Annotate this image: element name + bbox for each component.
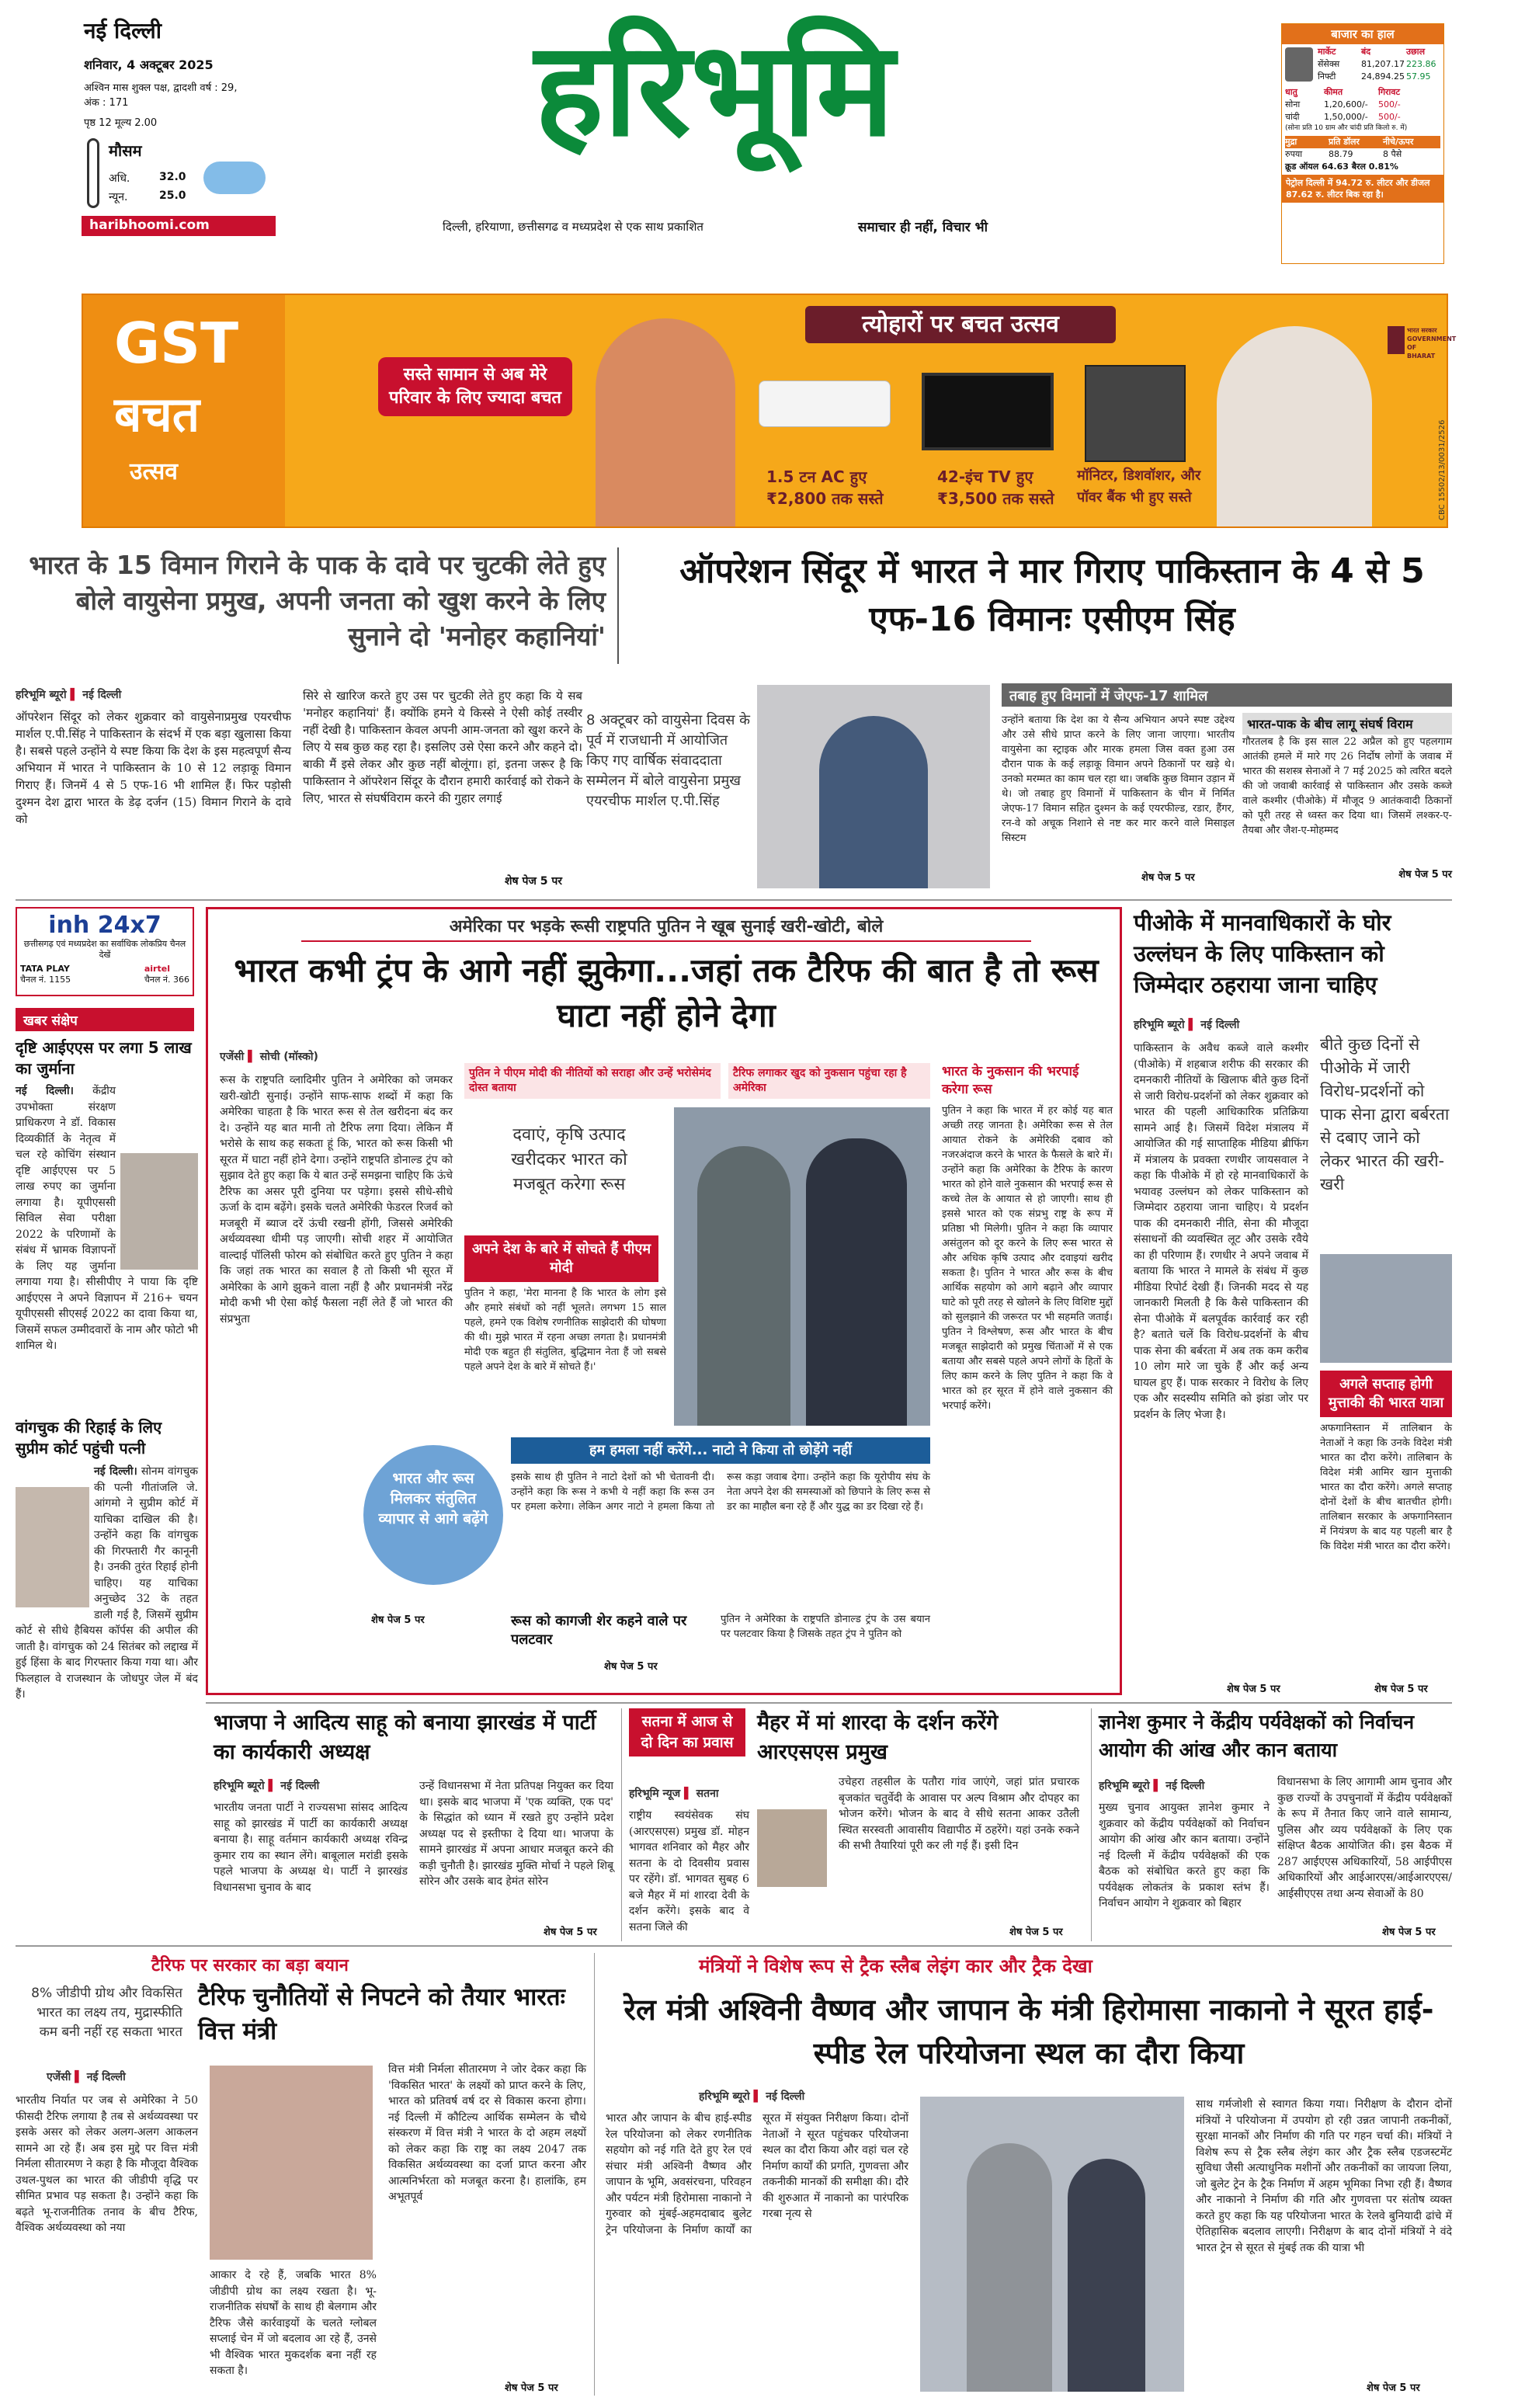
rss-continue[interactable]: शेष पेज 5 पर <box>1009 1927 1063 1938</box>
inh-logo: inh 24x7 <box>48 912 162 939</box>
tariff-col1: भारतीय निर्यात पर जब से अमेरिका ने 50 फीसदी टैरिफ लगाया है तब से अर्थव्यवस्था पर इसके असर को लेकर अलग-अलग आकलन सामने आ रहे हैं। अब इस मुद्दे पर वित्त मंत्री निर्मला सीतारमण ने कहा है कि मौजूदा वैश्विक उथल-पुथल का भारत की जीडीपी वृद्धि पर सीमित प्रभाव पड़ सकता है। उन्होंने कहा कि बढ़ते भू-राजनीतिक तनाव के बीच टैरिफ, वैश्विक अर्थव्यवस्था को नया <box>16 2094 198 2234</box>
byline-place: नई दिल्ली <box>82 689 122 701</box>
minister-figure <box>1068 2159 1145 2392</box>
tariff-quote: 8% जीडीपी ग्रोथ और विकसित भारत का लक्ष्य तय, मुद्रास्फीति कम बनी नहीं रह सकता भारत <box>31 1986 182 2040</box>
ad-banner: त्योहारों पर बचत उत्सव <box>805 306 1116 343</box>
byline-place: नई दिल्ली <box>1200 1019 1240 1031</box>
tariff-kicker: टैरिफ पर सरकार का बड़ा बयान <box>151 1956 349 1975</box>
ad-code: CBC 15502/13/0031/2526 <box>1438 419 1447 520</box>
metal-header: धातु <box>1285 87 1297 97</box>
stock-header-close: बंद <box>1361 47 1371 57</box>
ec-continue[interactable]: शेष पेज 5 पर <box>1382 1927 1436 1938</box>
ad-gst-block <box>83 295 285 526</box>
metal-price: 1,20,600/- <box>1324 99 1368 109</box>
weather-max-label: अधि. <box>109 172 130 185</box>
muttaqi-text: अफगानिस्तान में तालिबान के नेताओं ने कहा कि उनके विदेश मंत्री भारत का दौरा करेंगे। तालिबान के विदेश मंत्री आमिर खान मुत्ताकी भारत का दौरा करेंगे। अगले सप्ताह दोनों देशों के बीच बातचीत होगी। तालिबान सरकार के अफगानिस्तान में नियंत्रण के बाद यह पहली बार है कि विदेश मंत्री भारत का दौरा करेंगे। <box>1320 1423 1452 1552</box>
market-box <box>1281 23 1444 264</box>
divider <box>16 899 1452 901</box>
rail-kicker: मंत्रियों ने विशेष रूप से ट्रैक स्लैब लेइंग कार और ट्रैक देखा <box>699 1955 1092 1977</box>
weather-max: 32.0 <box>159 171 186 183</box>
story1-col1: ऑपरेशन सिंदूर को लेकर शुक्रवार को वायुसेनाप्रमुख एयरचीफ मार्शल ए.पी.सिंह ने पाकिस्तान के संदर्भ में एक बड़ा खुलासा किया है। सबसे पहले उन्होंने ये स्पष्ट किया कि देश के इस महत्वपूर्ण सैन्य अभियान में भारत ने पाकिस्तान के 10 से 12 लड़ाकू विमान गिराए हैं। जिनमें 4 से 5 एफ-16 भी शामिल हैं। फिर पड़ोसी दुश्मन देश द्वारा भारत के डेढ़ दर्जन (15) विमान गिराने के दावे को <box>16 710 291 826</box>
brief-photo2 <box>16 1487 89 1607</box>
masthead-date: शनिवार, 4 अक्टूबर 2025 <box>84 57 214 72</box>
brief-h1[interactable]: दृष्टि आईएएस पर लगा 5 लाख का जुर्माना <box>16 1038 192 1078</box>
metal-price: 1,50,000/- <box>1324 112 1368 122</box>
brief-t2 <box>16 1464 198 1701</box>
putin-sub1: अपने देश के बारे में सोचते हैं पीएम मोदी <box>464 1235 658 1282</box>
lead-headline[interactable]: ऑपरेशन सिंदूर में भारत ने मार गिराए पाकिस्तान के 4 से 5 एफ-16 विमानः एसीएम सिंह <box>679 551 1425 639</box>
pok-text: पाकिस्तान के अवैध कब्जे वाले कश्मीर (पीओके) में शहबाज शरीफ की सरकार की दमनकारी नीतियों के खिलाफ बीते कुछ दिनों से जारी विरोध-प्रदर्शनों को लेकर शुक्रवार को भारत की पहली आधिकारिक प्रतिक्रिया सामने आई है। जिसमें विदेश मंत्रालय में आयोजित की गई साप्ताहिक मीडिया ब्रीफिंग में मंत्रालय के प्रवक्ता रणधीर जायसवाल ने कहा कि पीओके में हो रहे मानवाधिकारों के भयावह उल्लंघन को लेकर पाकिस्तान को जिम्मेदार ठहराया जाना चाहिए। ये प्रदर्शन पाक की दमनकारी नीति, सेना की मौजूदा संसाधनों की व्यवस्थित लूट और उसके रवैये का ही परिणाम हैं। रणधीर ने अपने जवाब में बताया कि भारत ने मामले के संबंध में कुछ मीडिया रिपोर्ट देखी हैं। जिनकी मदद से यह जानकारी मिलती है कि कैसे पाकिस्तान की सेना पीओके में बलपूर्वक कार्रवाई कर रही है? बताते चलें कि विरोध-प्रदर्शनों के बीच पाक सेना की बर्बरता में अब तक कम करीब 10 लोग मारे जा चुके हैं और कई अन्य घायल हुए हैं। पाक सरकार ने विरोध के लिए एक और सदस्यीय समिति को झंडा जोर पर प्रदर्शन के लिए भेजा है। <box>1134 1042 1308 1421</box>
lead-box <box>1002 683 1452 889</box>
tv-icon <box>922 373 1054 450</box>
lead-box-text: उन्होंने बताया कि देश का ये सैन्य अभियान अपने स्पष्ट उद्देश्य और उसे सीधे प्राप्त करने के लिए जाना जाएगा। भारतीय वायुसेना का स्ट्राइक और मारक हमला जिस वक्त हुआ उस दौरान पाक के कई लड़ाकू विमान अपने ठिकानों पर खड़े थे। उनको मरम्मत का काम चल रहा था। जबकि कुछ विमान उड़ान में थे। जो तबाह हुए विमानों में पाकिस्तान के चीन में निर्मित जेएफ-17 विमान सहित दुश्मन के कई एयरफील्ड, रडार, हैंगर, रन-वे को अचूक निशाने से नष्ट कर मार करने वाले मिसाइल सिस्टम <box>1002 714 1235 844</box>
tariff-photo <box>210 2066 373 2260</box>
masthead <box>0 0 1518 268</box>
putin-circle: भारत और रूस मिलकर संतुलित व्यापार से आगे बढ़ेंगे <box>363 1445 503 1585</box>
lead-side-text: गौरतलब है कि इस साल 22 अप्रैल को हुए पहलगाम आतंकी हमले में मारे गए 26 निर्दोष लोगों के जवाब में भारत की सशस्त्र सेनाओं ने 7 मई 2025 को त्वरित बदले की जो जवाबी कार्रवाई से पाकिस्तान और उसके कब्जे वाले कश्मीर (पीओके) में मौजूद 9 आतंकवादी ठिकानों को पूरी तरह से ध्वस्त कर दिया था। जिसमें लश्कर-ए-तैयबा और जैश-ए-मोहम्मद <box>1242 736 1452 836</box>
divider <box>16 1945 1452 1947</box>
metal-note: (सोना प्रति 10 ग्राम और चांदी प्रति किलो रु. में) <box>1285 124 1408 132</box>
putin-pill1: पुतिन ने पीएम मोदी की नीतियों को सराहा और उन्हें भरोसेमंद दोस्त बताया <box>464 1063 721 1099</box>
ad-gst: GST <box>114 311 239 376</box>
brief-t2-text: सोनम वांगचुक की पत्नी गीतांजलि जे. आंगमो ने सुप्रीम कोर्ट में याचिका दाखिल की है। उन्होंने कहा कि वांगचुक की गिरफ्तारी गैर कानूनी है। उनकी तुरंत रिहाई होनी चाहिए। यह याचिका अनुच्छेद 32 के तहत डाली गई है, जिसमें सुप्रीम कोर्ट से सीधे हैबियस कॉर्पस की अपील की जाती है। वांगचुक को 24 सितंबर को लद्दाख में हुई हिंसा के बाद गिरफ्तार किया गया था। और फिलहाल वे राजस्थान के जोधपुर जेल में बंद हैं। <box>16 1465 198 1701</box>
byline-place: सतना <box>696 1788 719 1800</box>
stock-change: 223.86 <box>1406 59 1436 69</box>
divider <box>617 547 619 664</box>
ac-icon <box>759 380 891 427</box>
inh-ad[interactable] <box>16 907 194 996</box>
minister-figure <box>967 2143 1052 2392</box>
tariff-headline[interactable]: टैरिफ चुनौतियों से निपटने को तैयार भारतः वित्त मंत्री <box>198 1983 565 2045</box>
currency-header: नीचे/ऊपर <box>1383 137 1414 147</box>
muttaqi-photo <box>1320 1254 1452 1363</box>
rss-headline[interactable]: मैहर में मां शारदा के दर्शन करेंगे आरएसएस प्रमुख <box>757 1711 999 1764</box>
market-title: बाजार का हाल <box>1282 24 1443 44</box>
putin-box <box>206 907 1122 1695</box>
bjp-continue[interactable]: शेष पेज 5 पर <box>544 1927 597 1938</box>
ad-quote: सस्ते सामान से अब मेरे परिवार के लिए ज्यादा बचत <box>378 357 572 416</box>
byline-place: नई दिल्ली <box>1165 1780 1205 1792</box>
rail-headline[interactable]: रेल मंत्री अश्विनी वैष्णव और जापान के मंत्री हिरोमासा नाकानो ने सूरत हाई-स्पीड रेल परियोजना स्थल का दौरा किया <box>624 1993 1434 2070</box>
stock-name: सेंसेक्स <box>1318 59 1340 69</box>
brief-h2[interactable]: वांगचुक की रिहाई के लिए सुप्रीम कोर्ट पहुंची पत्नी <box>16 1418 162 1458</box>
ad-item2-name: 42-इंच TV हुए <box>937 467 1033 486</box>
tariff-byline: एजेंसी ▌ नई दिल्ली <box>47 2071 126 2083</box>
currency-header: प्रति डॉलर <box>1329 137 1360 147</box>
putin-strip-text: इसके साथ ही पुतिन ने नाटो देशों को भी चेतावनी दी। उन्होंने कहा कि रूस ने कभी ये नहीं कहा कि रूस उन पर हमला करेगा। लेकिन अगर नाटो ने हमला किया तो रूस कड़ा जवाब देगा। उन्होंने कहा कि यूरोपीय संघ के नेता अपने देश की समस्याओं को छिपाने के लिए रूस से डर का माहौल बना रहे हैं और युद्ध का डर दिखा रहे हैं। <box>511 1472 930 1513</box>
putin-box-text-body: पुतिन ने अमेरिका के राष्ट्रपति डोनाल्ड ट्रंप के उस बयान पर पलटवार किया है जिसके तहत ट्रंप ने पुतिन को <box>721 1614 930 1640</box>
tariff-continue[interactable]: शेष पेज 5 पर <box>505 2382 558 2394</box>
story1-col2-text: सिरे से खारिज करते हुए उस पर चुटकी लेते हुए कहा कि ये सब 'मनोहर कहानियां' हैं। क्योंकि हमने ये किस्से ने ऐसी कोई तस्वीर नहीं देखी है। पाकिस्तान केवल अपनी आम-जनता को खुश करने के लिए ये सब कुछ कह रहा है। इसलिए उसे ऐसा करने और कहने दो। बाकी मैं इसे लेकर और कुछ नहीं बोलूंगा। हां, इतना जरूर है कि पाकिस्तान ने ऑपरेशन सिंदूर के दौरान हमारी कार्रवाई को रोकने के लिए, भारत से संघर्षविराम करने की गुहार लगाई <box>303 689 582 805</box>
lead-side <box>1242 713 1452 881</box>
byline-agency: हरिभूमि ब्यूरो <box>699 2090 750 2103</box>
lead-box-title: तबाह हुए विमानों में जेएफ-17 शामिल <box>1002 683 1452 707</box>
tariff-col2: आकार दे रहे हैं, जबकि भारत 8% जीडीपी ग्रोथ का लक्ष्य रखता है। भू-राजनीतिक संघर्षों के साथ ही बेलगाम और टैरिफ जैसे कार्रवाइयों के चलते ग्लोबल सप्लाई चेन में जो बदलाव आ रहे हैं, उनसे भी वैश्विक भारत मुकदर्शक बना नहीं रह सकता है। <box>210 2269 377 2377</box>
tata-play <box>20 964 71 985</box>
logo: हरिभूमि <box>534 13 894 165</box>
officer-figure <box>819 716 928 888</box>
story1-continue[interactable]: शेष पेज 5 पर <box>505 875 562 888</box>
lead-side-continue[interactable]: शेष पेज 5 पर <box>1398 869 1452 881</box>
putin-col1: रूस के राष्ट्रपति व्लादिमीर पुतिन ने अमेरिका को जमकर खरी-खोटी सुनाई। उन्होंने साफ-साफ शब्दों में कहा कि अमेरिका चाहता है कि भारत रूस से तेल खरीदना बंद कर दे। उन्होंने यह बात मानी तो टैरिफ लगा दिया। लेकिन मैं भरोसे के साथ कह सकता हूं कि, भारत को रूस किसी भी सूरत में घाटा नहीं होने देगा। उन्होंने राष्ट्रपति डोनाल्ड ट्रंप को सुझाव देते हुए कहा कि ये बात उन्हें समझना चाहिए कि ऊंचे टैरिफ का असर पूरी दुनिया पर पड़ेगा। इससे सीधे-सीधे ऊर्जा के दाम बढ़ेंगे। इसके चलते अमेरिकी फेडरल रिजर्व को मजबूरी में ब्याज दरें ऊंची रखनी होंगी, जिससे अमेरिकी अर्थव्यवस्था धीमी पड़ जाएगी। सोची शहर में आयोजित वाल्दाई पॉलिसी फोरम को संबोधित करते हुए पुतिन ने कहा कि जहां तक भारत का सवाल है तो किसी भी सूरत में अमेरिका के आगे झुकने वाला नहीं है और प्रधानमंत्री नरेंद्र मोदी कभी भी ऐसा कोई फैसला नहीं लेते हैं जो भारत की संप्रभुता <box>220 1074 453 1326</box>
story1-headline[interactable]: भारत के 15 विमान गिराने के पाक के दावे पर चुटकी लेते हुए बोले वायुसेना प्रमुख, अपनी जनता को खुश करने के लिए सुनाने दो 'मनोहर कहानियां' <box>29 550 606 652</box>
putin-photo <box>674 1107 930 1426</box>
metal-change: 500/- <box>1378 99 1401 109</box>
muttaqi-continue[interactable]: शेष पेज 5 पर <box>1374 1684 1428 1695</box>
tata-label: TATA PLAY <box>20 964 70 974</box>
masthead-city: नई दिल्ली <box>84 18 162 43</box>
pok-headline[interactable]: पीओके में मानवाधिकारों के घोर उल्लंघन के लिए पाकिस्तान को जिम्मेदार ठहराया जाना चाहिए <box>1134 909 1391 998</box>
thermometer-icon <box>87 138 99 208</box>
stock-name: निफ्टी <box>1318 71 1336 82</box>
putin-byline: एजेंसी ▌ सोची (मॉस्को) <box>220 1051 318 1063</box>
cloud-icon <box>203 162 266 194</box>
byline-agency: हरिभूमि ब्यूरो <box>1099 1780 1150 1792</box>
logo-subtitle: दिल्ली, हरियाणा, छत्तीसगढ व मध्यप्रदेश से एक साथ प्रकाशित <box>443 220 703 234</box>
bjp-headline[interactable]: भाजपा ने आदित्य साहू को बनाया झारखंड में पार्टी का कार्यकारी अध्यक्ष <box>214 1711 596 1764</box>
byline-agency: हरिभूमि ब्यूरो <box>1134 1019 1185 1031</box>
ad-item3-name: मॉनिटर, डिशवॉशर, और <box>1077 467 1201 484</box>
brief-t1-text: केंद्रीय उपभोक्ता संरक्षण प्राधिकरण ने डॉ. विकास दिव्यकीर्ति के नेतृत्व में चल रहे कोचिंग संस्थान दृष्टि आईएएस पर 5 लाख रुपए का जुर्माना लगाया है। यूपीएससी सिविल सेवा परीक्षा 2022 के परिणामों के संबंध में भ्रामक विज्ञापनों के लिए यह जुर्माना लगाया गया है। सीसीपीए ने पाया कि दृष्टि आईएएस ने अपने विज्ञापन में 216+ चयन यूपीएससी सीएसई 2022 का दावा किया था, जिसमें सफल उम्मीदवारों के नाम और फोटो भी शामिल थे। <box>16 1085 198 1352</box>
dishwasher-icon <box>1085 365 1186 462</box>
airtel-label: airtel <box>144 964 170 974</box>
tariff-col3: वित्त मंत्री निर्मला सीतारमण ने जोर देकर कहा कि 'विकसित भारत' के लक्ष्यों को प्राप्त करने के लिए, भारत को प्रतिवर्ष वर्ष दर से विकास करना होगा। नई दिल्ली में कौटिल्य आर्थिक सम्मेलन के चौथे संस्करण में वित्त मंत्री ने भारत के दो अहम लक्ष्यों को लेकर कहा कि राष्ट्र का लक्ष्य 2047 तक विकसित अर्थव्यवस्था का दर्जा प्राप्त करना और आत्मनिर्भरता को मजबूत करना है। हालांकि, हम अभूतपूर्व <box>388 2063 586 2203</box>
story1-col2 <box>303 687 582 874</box>
putin-box-title: रूस को कागजी शेर कहने वाले पर पलटवार <box>511 1613 687 1648</box>
putin-box-continue[interactable]: शेष पेज 5 पर <box>604 1661 658 1673</box>
byline-agency: हरिभूमि ब्यूरो <box>214 1780 265 1792</box>
stock-header-change: उछाल <box>1406 47 1426 57</box>
ec-col2: विधानसभा के लिए आगामी आम चुनाव और कुछ राज्यों के उपचुनावों में केंद्रीय पर्यवेक्षकों के रूप में तैनात किए जाने वाले सामान्य, पुलिस और व्यय पर्यवेक्षकों के लिए एक संक्षिप्त बैठक आयोजित की। इस बैठक में 287 आईएएस अधिकारियों, 58 आईपीएस अधिकारियों और आईआरएस/आईआरएएस/आईसीएएस तथा अन्य सेवाओं के 80 <box>1277 1776 1452 1900</box>
ad-model-photo <box>596 318 735 526</box>
brief-title: खबर संक्षेप <box>16 1008 194 1031</box>
weather-label: मौसम <box>109 141 142 160</box>
metal-header: गिरावट <box>1378 87 1401 97</box>
rss-col1: राष्ट्रीय स्वयंसेवक संघ (आरएसएस) प्रमुख डॉ. मोहन भागवत शनिवार को मैहर और सतना के दो दिवसीय प्रवास पर रहेंगे। डॉ. भागवत सुबह 6 बजे मैहर में मां शारदा देवी के दर्शन करेंगे। इसके बाद वे सतना जिले की <box>629 1809 749 1934</box>
putin-sub1-text: पुतिन ने कहा, 'मेरा मानना है कि भारत के लोग इसे और हमारे संबंधों को नहीं भूलते। लगभग 15 साल पहले, हमने एक विशेष रणनीतिक साझेदारी की घोषणा की थी। मुझे भारत में रहना अच्छा लगता है। प्रधानमंत्री मोदी एक बहुत ही संतुलित, बुद्धिमान नेता हैं जो सबसे पहले अपने देश के बारे में सोचते हैं।' <box>464 1287 666 1373</box>
putin-box-text <box>721 1612 930 1682</box>
brief-t1 <box>16 1083 198 1409</box>
putin-pill2: टैरिफ लगाकर खुद को नुकसान पहुंचा रहा है अमेरिका <box>728 1063 930 1099</box>
putin-headline[interactable]: भारत कभी ट्रंप के आगे नहीं झुकेगा...जहां तक टैरिफ की बात है तो रूस घाटा नहीं होने देगा <box>234 951 1099 1034</box>
pok-quote: बीते कुछ दिनों से पीओके में जारी विरोध-प्रदर्शनों को पाक सेना द्वारा बर्बरता से दबाए जाने को लेकर भारत की खरी-खरी <box>1320 1035 1450 1194</box>
stock-close: 81,207.17 <box>1361 59 1405 69</box>
putin-quote: दवाएं, कृषि उत्पाद खरीदकर भारत को मजबूत करेगा रूस <box>511 1125 627 1194</box>
byline-agency: एजेंसी <box>220 1051 245 1063</box>
ad-item3-price: पॉवर बैंक भी हुए सस्ते <box>1077 489 1192 506</box>
divider <box>206 1702 1452 1704</box>
putin-right-title: भारत के नुकसान की भरपाई करेगा रूस <box>942 1064 1079 1097</box>
tata-channel: चैनल नं. 1155 <box>20 975 71 985</box>
putin-right-text: पुतिन ने कहा कि भारत में हर कोई यह बात अच्छी तरह जानता है। अमेरिका रूस से तेल आयात रोकने के अमेरिकी दबाव को नजरअंदाज करने के भारत के फैसले के बारे में। उन्होंने कहा कि अमेरिका के टैरिफ के कारण भारत को होने वाले नुकसान की भरपाई रूस से कच्चे तेल के आयात से हो जाएगी। साथ ही इससे भारत को एक संप्रभु राष्ट्र के रूप में प्रतिष्ठा भी मिलेगी। पुतिन ने कहा कि व्यापार असंतुलन को दूर करने के लिए रूस भारत से और अधिक कृषि उत्पाद और दवाइयां खरीद सकता है। पुतिन ने भारत और रूस के बीच आर्थिक सहयोग को आगे बढ़ाने और व्यापार घाटे को पूरी तरह से खोलने के लिए विशिष्ट मुद्दों को सुलझाने की जरूरत पर भी सहमति जताई। पुतिन ने विश्लेषण, रूस और भारत के बीच मजबूत साझेदारी को प्रमुख चिंताओं में से एक बताया और सबसे पहले अपने लोगों के हितों के लिए काम करने के लिए पुतिन ने कहा कि वे भारत को हर सूरत में होने वाले नुकसान की भरपाई करेंगे। <box>942 1105 1113 1412</box>
market-stocks <box>1282 44 1443 85</box>
bull-icon <box>1285 47 1313 82</box>
rail-continue[interactable]: शेष पेज 5 पर <box>1367 2382 1420 2394</box>
website[interactable]: haribhoomi.com <box>82 216 276 236</box>
crude-oil: क्रूड ऑयल 64.63 बैरल 0.81% <box>1285 162 1398 172</box>
byline-agency: हरिभूमि ब्यूरो <box>16 689 67 701</box>
airtel-channel: चैनल नं. 366 <box>144 975 189 985</box>
ad-gov-label: भारत सरकार GOVERNMENT OF BHARAT <box>1407 327 1457 360</box>
putin-figure <box>806 1138 907 1426</box>
byline-place: सोची (मॉस्को) <box>259 1051 318 1063</box>
ad-item2-price: ₹3,500 तक सस्ते <box>937 489 1054 508</box>
ec-col1: मुख्य चुनाव आयुक्त ज्ञानेश कुमार ने शुक्रवार को केंद्रीय पर्यवेक्षकों को निर्वाचन आयोग की आंख और कान बताया। उन्होंने नई दिल्ली में केंद्रीय पर्यवेक्षकों की एक बैठक को संबोधित करते हुए कहा कि पर्यवेक्षक लोकतंत्र के प्रकाश स्तंभ हैं। निर्वाचन आयोग ने शुक्रवार को बिहार <box>1099 1802 1270 1909</box>
lead-box-continue[interactable]: शेष पेज 5 पर <box>1141 872 1195 884</box>
stock-close: 24,894.25 <box>1361 71 1405 82</box>
bjp-byline: हरिभूमि ब्यूरो ▌ नई दिल्ली <box>214 1780 320 1792</box>
rss-byline: हरिभूमि न्यूज ▌ सतना <box>629 1788 719 1800</box>
modi-figure <box>697 1146 790 1426</box>
brief-photo1 <box>120 1153 198 1270</box>
rss-col2: उचेहरा तहसील के पतौरा गांव जाएंगे, जहां प्रांत प्रचारक बृजकांत चतुर्वेदी के आवास पर अल्प विश्राम और दोपहर का भोजन करेंगे। भोजन के बाद वे सीधे सतना आकर उतैली स्थित सरस्वती आवासीय विद्यापीठ में ठहरेंगे। यहां उनके रुकने की सभी तैयारियां पूरी कर ली गई हैं। इसी दिन <box>839 1776 1079 1852</box>
inh-text: छत्तीसगढ़ एवं मध्यप्रदेश का सर्वाधिक लोकप्रिय चैनल देखें <box>23 939 186 960</box>
weather-min: 25.0 <box>159 189 186 202</box>
ad-item1-name: 1.5 टन AC हुए <box>766 467 867 486</box>
currency-header: मुद्रा <box>1285 137 1297 147</box>
metal-change: 500/- <box>1378 112 1401 122</box>
byline-place: नई दिल्ली <box>766 2090 805 2103</box>
emblem-icon <box>1388 326 1405 354</box>
brief-dateline: नई दिल्ली। <box>94 1465 137 1478</box>
rail-col2: साथ गर्मजोशी से स्वागत किया गया। निरीक्षण के दौरान दोनों मंत्रियों ने परियोजना में उपयोग हो रही उन्नत जापानी तकनीकों, सुरक्षा मानकों और निर्माण की गति पर गहन चर्चा की। मंत्रियों ने विशेष रूप से ट्रैक स्लैब लेइंग कार और ट्रैक स्लैब एडजस्टमेंट सुविधा जैसी अत्याधुनिक मशीनों और तकनीकों का जायजा लिया, जो बुलेट ट्रेन के ट्रैक निर्माण में अहम भूमिका निभा रही हैं। वैष्णव और नाकानो ने निर्माण की गति और गुणवत्ता पर संतोष व्यक्त करते हुए कहा कि यह परियोजना भारत के रेलवे बुनियादी ढांचे में ऐतिहासिक बदलाव लाएगी। निरीक्षण के बाद दोनों मंत्रियों ने वंदे भारत ट्रेन से सूरत से मुंबई तक की यात्रा भी <box>1196 2098 1452 2254</box>
brief-dateline: नई दिल्ली। <box>16 1085 74 1097</box>
byline-place: नई दिल्ली <box>86 2071 126 2083</box>
bjp-col2: उन्हें विधानसभा में नेता प्रतिपक्ष नियुक्त कर दिया था। इसके बाद भाजपा में 'एक व्यक्ति, एक पद' के सिद्धांत को ध्यान में रखते हुए उन्होंने प्रदेश अध्यक्ष पद से इस्तीफा दे दिया था। भाजपा के सामने झारखंड में अपना आधार मजबूत करने की कड़ी चुनौती है। झारखंड मुक्ति मोर्चा ने पहले शिबू सोरेन और उसके बाद हेमंत सोरेन <box>419 1780 613 1888</box>
rss-pill: सतना में आज से दो दिन का प्रवास <box>629 1708 745 1756</box>
story1-byline: हरिभूमि ब्यूरो ▌ नई दिल्ली <box>16 689 122 701</box>
stock-header-market: मार्केट <box>1318 47 1336 57</box>
divider <box>621 1708 622 1941</box>
weather-min-label: न्यून. <box>109 191 128 203</box>
ad-bachat: बचत <box>114 386 200 443</box>
currency-name: रुपया <box>1285 149 1303 159</box>
currency-change: 8 पैसे <box>1383 149 1402 159</box>
rail-byline: हरिभूमि ब्यूरो ▌ नई दिल्ली <box>699 2090 805 2103</box>
ad-pm-photo <box>1217 326 1372 526</box>
airtel <box>144 964 189 985</box>
lead-caption: 8 अक्टूबर को वायुसेना दिवस के पूर्व में राजधानी में आयोजित किए गए वार्षिक संवाददाता सम्मेलन में बोले वायुसेना प्रमुख एयरचीफ मार्शल ए.पी.सिंह <box>586 712 750 809</box>
metal-name: सोना <box>1285 99 1301 109</box>
masthead-hindu-date: अश्विन मास शुक्ल पक्ष, द्वादशी वर्ष : 29, अंक : 171 <box>84 82 238 109</box>
divider <box>1091 1708 1092 1941</box>
byline-agency: एजेंसी <box>47 2071 71 2083</box>
pok-continue[interactable]: शेष पेज 5 पर <box>1227 1684 1280 1695</box>
ad-item1-price: ₹2,800 तक सस्ते <box>766 489 884 508</box>
byline-agency: हरिभूमि न्यूज <box>629 1788 681 1800</box>
gst-ad[interactable] <box>82 294 1457 528</box>
lead-side-title: भारत-पाक के बीच लागू संघर्ष विराम <box>1242 713 1452 735</box>
rss-photo <box>757 1809 827 1887</box>
lead-photo <box>757 685 990 888</box>
market-metals <box>1282 85 1443 134</box>
pok-byline: हरिभूमि ब्यूरो ▌ नई दिल्ली <box>1134 1019 1240 1031</box>
rail-col1: भारत और जापान के बीच हाई-स्पीड रेल परियोजना को लेकर रणनीतिक सहयोग को नई गति देते हुए रेल एवं संचार मंत्री अश्विनी वैष्णव और जापान के भूमि, अवसंरचना, परिवहन और पर्यटन मंत्री हिरोमासा नाकानो ने गुरुवार को मुंबई-अहमदाबाद बुलेट ट्रेन परियोजना के निर्माण कार्यों का सूरत में संयुक्त निरीक्षण किया। दोनों नेताओं ने सूरत पहुंचकर परियोजना स्थल का दौरा किया और वहां चल रहे निर्माण कार्यों की प्रगति, गुणवत्ता और तकनीकी मानकों की समीक्षा की। दौरे की शुरुआत में नाकानो का पारंपरिक गरबा नृत्य से <box>606 2112 908 2236</box>
bjp-col1: भारतीय जनता पार्टी ने राज्यसभा सांसद आदित्य साहू को झारखंड में पार्टी का कार्यकारी अध्यक्ष बनाया है। साहू वर्तमान कार्यकारी अध्यक्ष रविन्द्र कुमार राय का स्थान लेंगे। बाबूलाल मरांडी इसके पहले भाजपा के अध्यक्ष थे। पार्टी ने झारखंड विधानसभा चुनाव के बाद <box>214 1802 408 1894</box>
ad-utsav: उत्सव <box>130 458 178 485</box>
market-currency <box>1282 134 1443 175</box>
ec-headline[interactable]: ज्ञानेश कुमार ने केंद्रीय पर्यवेक्षकों को निर्वाचन आयोग की आंख और कान बताया <box>1099 1711 1415 1761</box>
stock-change: 57.95 <box>1406 71 1431 82</box>
divider <box>594 1953 595 2396</box>
putin-kicker: अमेरिका पर भड़के रूसी राष्ट्रपति पुतिन ने खूब सुनाई खरी-खोटी, बोले <box>301 914 1031 942</box>
ec-byline: हरिभूमि ब्यूरो ▌ नई दिल्ली <box>1099 1780 1205 1792</box>
muttaqi-title: अगले सप्ताह होगी मुत्ताकी की भारत यात्रा <box>1320 1371 1452 1417</box>
masthead-pages: पृष्ठ 12 मूल्य 2.00 <box>84 117 158 129</box>
petrol-note: पेट्रोल दिल्ली में 94.72 रु. लीटर और डीजल 87.62 रु. लीटर बिक रहा है। <box>1282 175 1443 203</box>
metal-name: चांदी <box>1285 112 1300 122</box>
metal-header: कीमत <box>1324 87 1343 97</box>
rail-photo <box>920 2097 1184 2392</box>
tagline: समाचार ही नहीं, विचार भी <box>858 220 988 235</box>
currency-rate: 88.79 <box>1329 149 1353 159</box>
putin-strip: हम हमला नहीं करेंगे... नाटो ने किया तो छोड़ेंगे नहीं <box>511 1437 930 1464</box>
byline-place: नई दिल्ली <box>280 1780 320 1792</box>
putin-col1-continue[interactable]: शेष पेज 5 पर <box>371 1614 425 1626</box>
